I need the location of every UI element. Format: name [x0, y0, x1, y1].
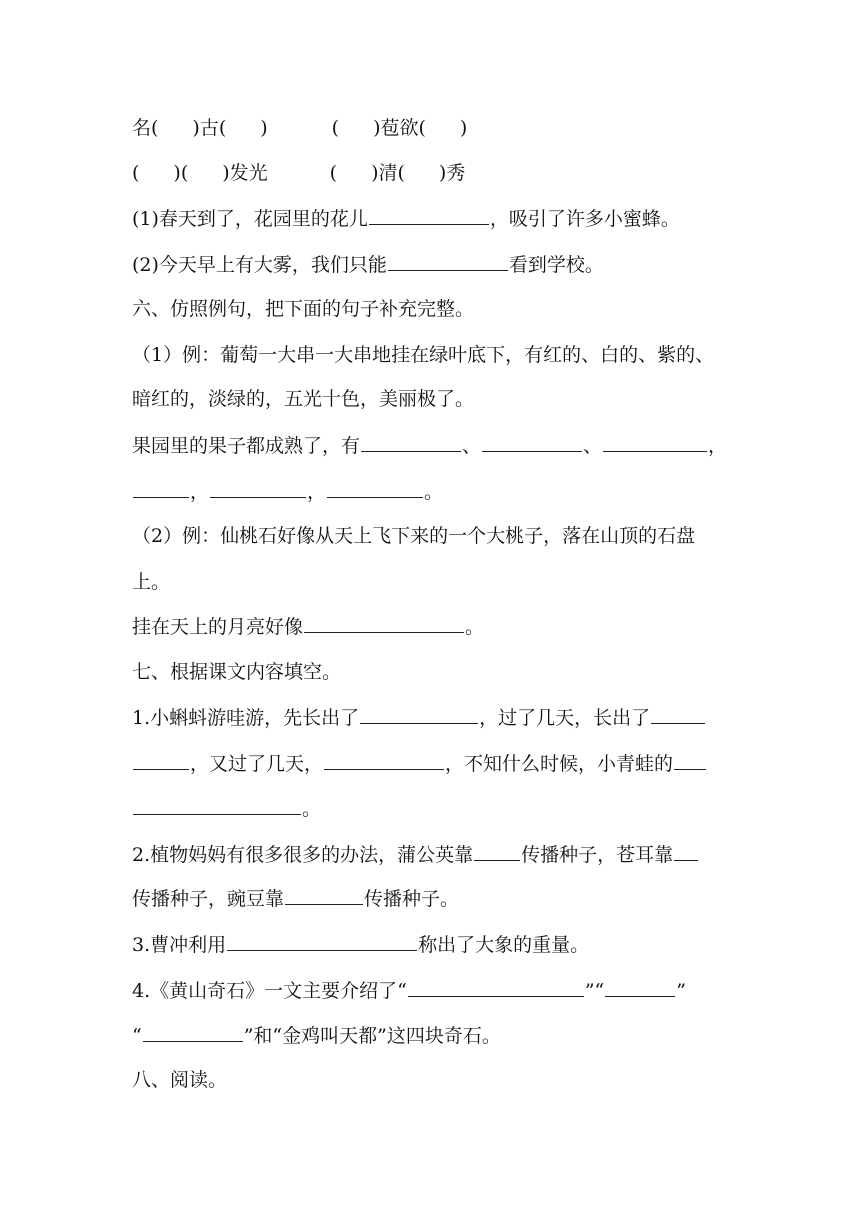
fill-in-blank[interactable]: [482, 433, 582, 452]
line-text: 六、仿照例句，把下面的句子补充完整。: [132, 298, 475, 320]
worksheet-line: [132, 978, 686, 1003]
fill-in-blank[interactable]: [227, 932, 417, 951]
line-text: 2.植物妈妈有很多很多的办法，蒲公英靠: [132, 844, 474, 866]
fill-in-blank[interactable]: [408, 978, 584, 997]
worksheet-line: [132, 932, 589, 957]
line-text: （1）例：葡萄一大串一大串地挂在绿叶底下，有红的、白的、紫的、: [132, 344, 715, 366]
worksheet-line: [132, 796, 321, 821]
line-text: )苞欲(: [373, 117, 426, 139]
line-text: 上。: [132, 571, 171, 593]
line-text: 传播种子。: [364, 888, 460, 910]
line-text: )发光: [222, 162, 268, 184]
worksheet-line: [132, 842, 699, 867]
fill-in-blank[interactable]: [304, 614, 464, 633]
worksheet-line: [132, 387, 474, 411]
line-text: ): [260, 117, 268, 139]
line-text: 4.《黄山奇石》一文主要介绍了“: [132, 980, 407, 1002]
worksheet-line: [132, 479, 443, 504]
line-text: 。: [302, 798, 322, 820]
line-text: ”“: [584, 980, 605, 1002]
line-text: 传播种子，豌豆靠: [132, 888, 285, 910]
worksheet-line: [132, 570, 170, 594]
line-text: (2)今天早上有大雾，我们只能: [132, 254, 387, 276]
line-text: 称出了大象的重量。: [418, 934, 590, 956]
fill-in-blank[interactable]: [361, 433, 461, 452]
line-text: 传播种子，苍耳靠: [521, 844, 674, 866]
line-text: ，: [307, 481, 327, 503]
line-text: 。: [424, 481, 444, 503]
worksheet-line: [132, 343, 714, 367]
fill-in-blank[interactable]: [674, 751, 706, 770]
line-text: (1)春天到了，花园里的花儿: [132, 208, 368, 230]
line-text: ”: [676, 980, 686, 1002]
line-text: (: [329, 162, 338, 184]
worksheet-line: [132, 252, 604, 277]
worksheet-line: [132, 705, 706, 730]
line-text: 、: [583, 435, 603, 457]
line-text: 果园里的果子都成熟了，有: [132, 435, 361, 457]
worksheet-line: [132, 1023, 501, 1048]
line-text: “: [132, 1025, 142, 1047]
fill-in-blank[interactable]: [603, 433, 707, 452]
worksheet-line: [132, 524, 695, 548]
fill-in-blank[interactable]: [360, 705, 478, 724]
fill-in-blank[interactable]: [369, 206, 489, 225]
worksheet-line: [132, 1068, 227, 1092]
line-text: (: [132, 162, 140, 184]
line-text: 3.曹冲利用: [132, 934, 227, 956]
worksheet-line: [132, 614, 484, 639]
line-text: ): [459, 117, 468, 139]
fill-in-blank[interactable]: [674, 842, 698, 861]
line-text: )秀: [438, 162, 466, 184]
fill-in-blank[interactable]: [133, 796, 301, 815]
worksheet-line: [132, 660, 341, 684]
fill-in-blank[interactable]: [474, 842, 520, 861]
line-text: (: [331, 117, 340, 139]
worksheet-line: [132, 161, 465, 185]
line-text: 暗红的，淡绿的，五光十色，美丽极了。: [132, 388, 475, 410]
line-text: ”和“金鸡叫天都”这四块奇石。: [243, 1025, 501, 1047]
fill-in-blank[interactable]: [143, 1023, 243, 1042]
worksheet-line: [132, 433, 727, 458]
fill-in-blank[interactable]: [133, 751, 189, 770]
line-text: ，: [708, 435, 728, 457]
fill-in-blank[interactable]: [388, 252, 508, 271]
line-text: 看到学校。: [508, 254, 604, 276]
line-text: ，过了几天，长出了: [479, 707, 651, 729]
line-text: 八、阅读。: [132, 1069, 228, 1091]
fill-in-blank[interactable]: [133, 479, 189, 498]
line-text: ，又过了几天，: [190, 753, 324, 775]
line-text: )古(: [192, 117, 227, 139]
fill-in-blank[interactable]: [651, 705, 705, 724]
line-text: 名(: [132, 117, 159, 139]
line-text: 1.小蝌蚪游哇游，先长出了: [132, 707, 360, 729]
line-text: ，不知什么时候，小青蛙的: [445, 753, 674, 775]
line-text: 七、根据课文内容填空。: [132, 661, 342, 683]
line-text: 、: [462, 435, 482, 457]
worksheet-line: [132, 886, 459, 911]
worksheet-line: [132, 206, 680, 231]
line-text: ，吸引了许多小蜜蜂。: [489, 208, 680, 230]
line-text: 。: [465, 616, 485, 638]
fill-in-blank[interactable]: [210, 479, 306, 498]
fill-in-blank[interactable]: [285, 886, 363, 905]
worksheet-line: [132, 751, 707, 776]
line-text: ，: [190, 481, 210, 503]
worksheet-line: [132, 297, 474, 321]
line-text: （2）例：仙桃石好像从天上飞下来的一个大桃子，落在山顶的石盘: [132, 525, 696, 547]
fill-in-blank[interactable]: [327, 479, 423, 498]
line-text: 挂在天上的月亮好像: [132, 616, 304, 638]
fill-in-blank[interactable]: [324, 751, 444, 770]
fill-in-blank[interactable]: [605, 978, 675, 997]
worksheet-line: [132, 116, 467, 140]
line-text: )清(: [371, 162, 405, 184]
line-text: )(: [173, 162, 189, 184]
